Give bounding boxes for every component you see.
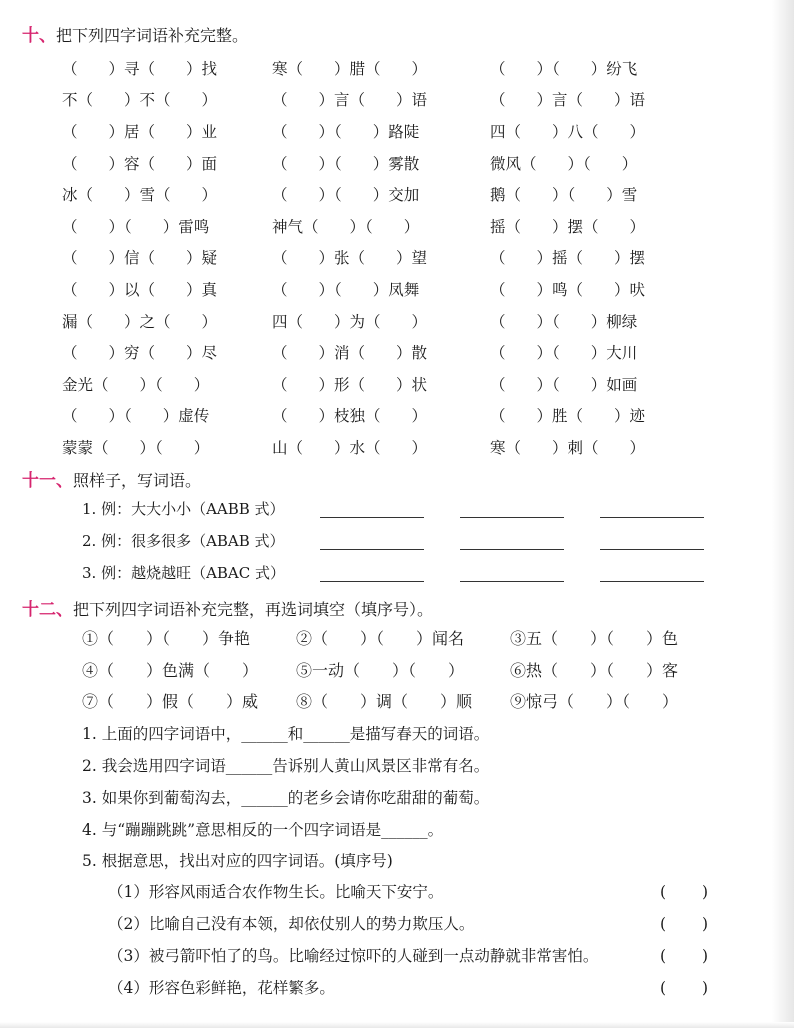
idiom-row (62, 368, 702, 400)
idiom-cell[interactable]: 不（ ）不（ ） (62, 91, 218, 110)
idiom-cell[interactable]: 冰（ ）雪（ ） (62, 186, 218, 205)
section-12-heading (22, 595, 433, 620)
option-item[interactable]: ②（ ）（ ）闻名 (296, 629, 465, 648)
idiom-cell[interactable]: （ ）形（ ）状 (272, 375, 428, 394)
idiom-cell[interactable]: （ ）（ ）柳绿 (490, 312, 638, 331)
example-row (82, 562, 314, 584)
example-row (82, 498, 314, 520)
idiom-cell[interactable]: 漏（ ）之（ ） (62, 312, 218, 331)
idiom-row (62, 178, 702, 210)
answer-paren[interactable]: ( ) (660, 915, 709, 933)
section-12-number: 十二、 (22, 600, 73, 620)
idiom-cell[interactable]: （ ）（ ）雾散 (272, 154, 420, 173)
example-label: 1. 例：大大小小（AABB 式） (82, 500, 285, 518)
idiom-cell[interactable]: 摇（ ）摆（ ） (490, 217, 646, 236)
page-edge-shadow (772, 0, 794, 1028)
idiom-row (62, 400, 702, 432)
option-item[interactable]: ⑨惊弓（ ）（ ） (510, 692, 679, 711)
idiom-cell[interactable]: （ ）摇（ ）摆 (490, 249, 646, 268)
option-item[interactable]: ⑦（ ）假（ ）威 (82, 692, 259, 711)
idiom-cell[interactable]: （ ）容（ ）面 (62, 154, 218, 173)
idiom-cell[interactable]: （ ）（ ）路陡 (272, 122, 420, 141)
idiom-cell[interactable]: （ ）枝独（ ） (272, 407, 428, 426)
answer-paren[interactable]: ( ) (660, 883, 709, 901)
idiom-cell[interactable]: 微风（ ）（ ） (490, 154, 638, 173)
question-1[interactable]: 1. 上面的四字词语中，______和______是描写春天的词语。 (82, 725, 490, 743)
answer-paren[interactable]: ( ) (660, 979, 709, 997)
question-2[interactable]: 2. 我会选用四字词语______告诉别人黄山风景区非常有名。 (82, 757, 490, 775)
idiom-cell[interactable]: 寒（ ）刺（ ） (490, 438, 646, 457)
idiom-row (62, 52, 702, 84)
question-3[interactable]: 3. 如果你到葡萄沟去，______的老乡会请你吃甜甜的葡萄。 (82, 789, 490, 807)
idiom-cell[interactable]: （ ）张（ ）望 (272, 249, 428, 268)
idiom-cell[interactable]: （ ）言（ ）语 (490, 91, 646, 110)
answer-blank[interactable] (600, 581, 704, 582)
sub-question-4: （4）形容色彩鲜艳，花样繁多。 (108, 979, 335, 997)
option-item[interactable]: ④（ ）色满（ ） (82, 661, 259, 680)
idiom-cell[interactable]: （ ）（ ）纷飞 (490, 59, 638, 78)
page-bottom-shadow (0, 1022, 794, 1028)
option-item[interactable]: ⑥热（ ）（ ）客 (510, 661, 679, 680)
idiom-row (62, 147, 702, 179)
question-4[interactable]: 4. 与“蹦蹦跳跳”意思相反的一个四字词语是______。 (82, 821, 444, 839)
option-item[interactable]: ⑤一动（ ）（ ） (296, 661, 465, 680)
idiom-row (62, 115, 702, 147)
idiom-cell[interactable]: （ ）消（ ）散 (272, 344, 428, 363)
sub-question-3: （3）被弓箭吓怕了的鸟。比喻经过惊吓的人碰到一点动静就非常害怕。 (108, 947, 599, 965)
option-row (82, 658, 722, 680)
idiom-cell[interactable]: （ ）以（ ）真 (62, 280, 218, 299)
option-item[interactable]: ⑧（ ）调（ ）顺 (296, 692, 473, 711)
question-5: 5. 根据意思，找出对应的四字词语。(填序号) (82, 852, 393, 870)
answer-blank[interactable] (320, 581, 424, 582)
answer-blank[interactable] (600, 517, 704, 518)
answer-blank[interactable] (460, 549, 564, 550)
section-10-heading (22, 21, 248, 46)
idiom-cell[interactable]: 金光（ ）（ ） (62, 375, 210, 394)
idiom-cell[interactable]: （ ）（ ）雷鸣 (62, 217, 210, 236)
idiom-cell[interactable]: （ ）（ ）凤舞 (272, 280, 420, 299)
answer-blank[interactable] (320, 517, 424, 518)
section-12-title: 把下列四字词语补充完整，再选词填空（填序号）。 (73, 600, 434, 619)
idiom-cell[interactable]: （ ）鸣（ ）吠 (490, 280, 646, 299)
idiom-row (62, 431, 702, 463)
answer-blank[interactable] (600, 549, 704, 550)
idiom-cell[interactable]: （ ）居（ ）业 (62, 122, 218, 141)
idiom-row (62, 305, 702, 337)
section-11-title: 照样子，写词语。 (73, 471, 202, 490)
option-item[interactable]: ③五（ ）（ ）色 (510, 629, 679, 648)
option-row (82, 689, 722, 711)
idiom-cell[interactable]: （ ）（ ）如画 (490, 375, 638, 394)
example-label: 2. 例：很多很多（ABAB 式） (82, 532, 285, 550)
idiom-cell[interactable]: 四（ ）为（ ） (272, 312, 428, 331)
idiom-cell[interactable]: （ ）（ ）大川 (490, 344, 638, 363)
idiom-row (62, 210, 702, 242)
example-row (82, 530, 314, 552)
option-item[interactable]: ①（ ）（ ）争艳 (82, 629, 251, 648)
sub-question-1: （1）形容风雨适合农作物生长。比喻天下安宁。 (108, 883, 444, 901)
idiom-cell[interactable]: 蒙蒙（ ）（ ） (62, 438, 210, 457)
idiom-cell[interactable]: （ ）言（ ）语 (272, 91, 428, 110)
idiom-cell[interactable]: （ ）信（ ）疑 (62, 249, 218, 268)
idiom-cell[interactable]: （ ）胜（ ）迹 (490, 407, 646, 426)
answer-paren[interactable]: ( ) (660, 947, 709, 965)
answer-blank[interactable] (320, 549, 424, 550)
idiom-row (62, 84, 702, 116)
idiom-cell[interactable]: 山（ ）水（ ） (272, 438, 428, 457)
section-11-number: 十一、 (22, 471, 73, 491)
idiom-row (62, 336, 702, 368)
idiom-cell[interactable]: （ ）寻（ ）找 (62, 59, 218, 78)
option-row (82, 626, 722, 648)
answer-blank[interactable] (460, 517, 564, 518)
idiom-row (62, 242, 702, 274)
example-label: 3. 例：越烧越旺（ABAC 式） (82, 564, 286, 582)
idiom-cell[interactable]: （ ）（ ）虚传 (62, 407, 210, 426)
idiom-row (62, 273, 702, 305)
section-10-title: 把下列四字词语补充完整。 (56, 26, 249, 45)
section-11-heading (22, 466, 201, 491)
section-10-number: 十、 (22, 26, 56, 46)
idiom-cell[interactable]: 鹅（ ）（ ）雪 (490, 186, 638, 205)
answer-blank[interactable] (460, 581, 564, 582)
idiom-cell[interactable]: 四（ ）八（ ） (490, 122, 646, 141)
idiom-cell[interactable]: 寒（ ）腊（ ） (272, 59, 428, 78)
sub-question-2: （2）比喻自己没有本领，却依仗别人的势力欺压人。 (108, 915, 475, 933)
idiom-cell[interactable]: （ ）（ ）交加 (272, 186, 420, 205)
idiom-cell[interactable]: 神气（ ）（ ） (272, 217, 420, 236)
idiom-cell[interactable]: （ ）穷（ ）尽 (62, 344, 218, 363)
idiom-grid (62, 52, 702, 463)
